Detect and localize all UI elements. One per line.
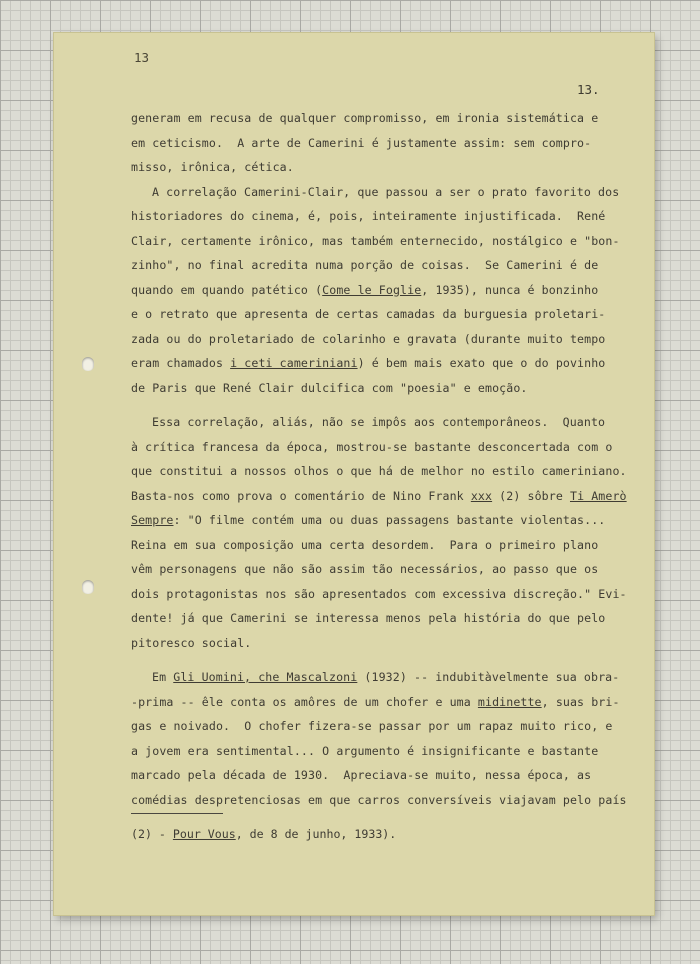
footnote [131, 827, 396, 841]
text-segment: (2) sôbre [492, 488, 570, 503]
text-segment: à crítica francesa da época, mostrou-se bastante desconcertada com o [131, 439, 613, 454]
text-segment: dente! já que Camerini se interessa menos pela história do que pelo [131, 611, 606, 625]
text-segment: gas e noivado. O chofer fizera-se passar por um rapaz muito rico, e [131, 719, 613, 733]
text-line [131, 351, 651, 376]
text-line [131, 459, 651, 484]
text-segment: que constitui a nossos olhos o que há de melhor no estilo cameriniano. [131, 464, 627, 478]
underlined-text: Sempre [131, 513, 174, 527]
text-line [131, 763, 651, 788]
text-segment: comédias despretenciosas em que carros conversíveis viajavam pelo país [131, 792, 627, 807]
text-segment: : "O filme contém uma ou duas passagens bastante violentas... [173, 513, 606, 527]
text-segment: , de 8 de junho, 1933). [235, 827, 397, 841]
text-line [131, 131, 651, 156]
underlined-text: Ti Amerò [569, 488, 627, 503]
text-segment: zada ou do proletariado de colarinho e gravata (durante muito tempo [131, 331, 606, 346]
text-line [131, 631, 651, 656]
text-segment: em ceticismo. A arte de Camerini é justamente assim: sem compro- [131, 135, 592, 150]
paragraph-gap [131, 400, 651, 410]
underlined-text: xxx [470, 488, 493, 503]
punch-hole [82, 580, 94, 594]
text-segment: -prima -- êle conta os amôres de um chofer e uma [131, 694, 478, 709]
text-line [131, 155, 651, 180]
text-segment: dois protagonistas nos são apresentados com excessiva discreção." Evi- [131, 586, 627, 601]
text-segment: quando em quando patético ( [131, 282, 323, 297]
text-segment: (1932) -- indubitàvelmente sua obra- [357, 670, 620, 684]
text-line [131, 508, 651, 533]
text-line [131, 410, 651, 435]
typed-page-number: 13. [577, 82, 600, 97]
text-line [131, 739, 651, 764]
text-line [131, 253, 651, 278]
text-line [131, 788, 651, 813]
text-segment: generam em recusa de qualquer compromisso, em ironia sistemática e [131, 111, 599, 125]
text-line [131, 180, 651, 205]
text-segment: misso, irônica, cética. [131, 160, 294, 174]
underlined-text: i ceti cameriniani [230, 356, 358, 370]
text-line [131, 714, 651, 739]
text-line [131, 229, 651, 254]
underlined-text: Gli Uomini, che Mascalzoni [173, 670, 358, 684]
text-segment: ) é bem mais exato que o do povinho [357, 356, 606, 370]
text-line [131, 106, 651, 131]
text-line [131, 690, 651, 715]
text-segment: , 1935), nunca é bonzinho [421, 282, 599, 297]
text-segment: Clair, certamente irônico, mas também enternecido, nostálgico e "bon- [131, 233, 620, 248]
text-line [131, 435, 651, 460]
paragraph-gap [131, 655, 651, 665]
text-segment: Em [152, 670, 174, 684]
text-line [131, 278, 651, 303]
footnote-rule [131, 813, 223, 814]
text-segment: (2) - [131, 827, 173, 841]
text-segment: Essa correlação, aliás, não se impôs aos contemporâneos. Quanto [152, 415, 606, 429]
text-segment: vêm personagens que não são assim tão necessários, ao passo que os [131, 562, 599, 576]
text-segment: A correlação Camerini-Clair, que passou a ser o prato favorito dos [152, 184, 620, 199]
text-segment: e o retrato que apresenta de certas camadas da burguesia proletari- [131, 307, 606, 321]
body-text [131, 106, 651, 812]
text-line [131, 582, 651, 607]
text-segment: historiadores do cinema, é, pois, inteiramente injustificada. René [131, 209, 606, 223]
text-segment: marcado pela década de 1930. Apreciava-se muito, nessa época, as [131, 768, 592, 782]
text-segment: de Paris que René Clair dulcifica com "poesia" e emoção. [131, 380, 528, 395]
text-line [131, 557, 651, 582]
text-segment: , suas bri- [541, 694, 620, 709]
underlined-text: Pour Vous [172, 827, 236, 841]
text-line [131, 327, 651, 352]
text-line [131, 302, 651, 327]
text-segment: pitoresco social. [131, 635, 252, 650]
underlined-text: midinette [477, 694, 542, 709]
punch-hole [82, 357, 94, 371]
text-line [131, 533, 651, 558]
text-line [131, 484, 651, 509]
text-line [131, 204, 651, 229]
text-line [131, 376, 651, 401]
text-line [131, 665, 651, 690]
handwritten-page-number: 13 [134, 50, 150, 65]
text-segment: Basta-nos como prova o comentário de Nino Frank [131, 488, 471, 503]
text-segment: zinho", no final acredita numa porção de coisas. Se Camerini é de [131, 258, 599, 272]
text-segment: Reina em sua composição uma certa desordem. Para o primeiro plano [131, 537, 599, 552]
text-segment: a jovem era sentimental... O argumento é insignificante e bastante [131, 743, 599, 758]
text-segment: eram chamados [131, 356, 231, 370]
text-line [131, 606, 651, 631]
underlined-text: Come le Foglie [322, 282, 422, 297]
